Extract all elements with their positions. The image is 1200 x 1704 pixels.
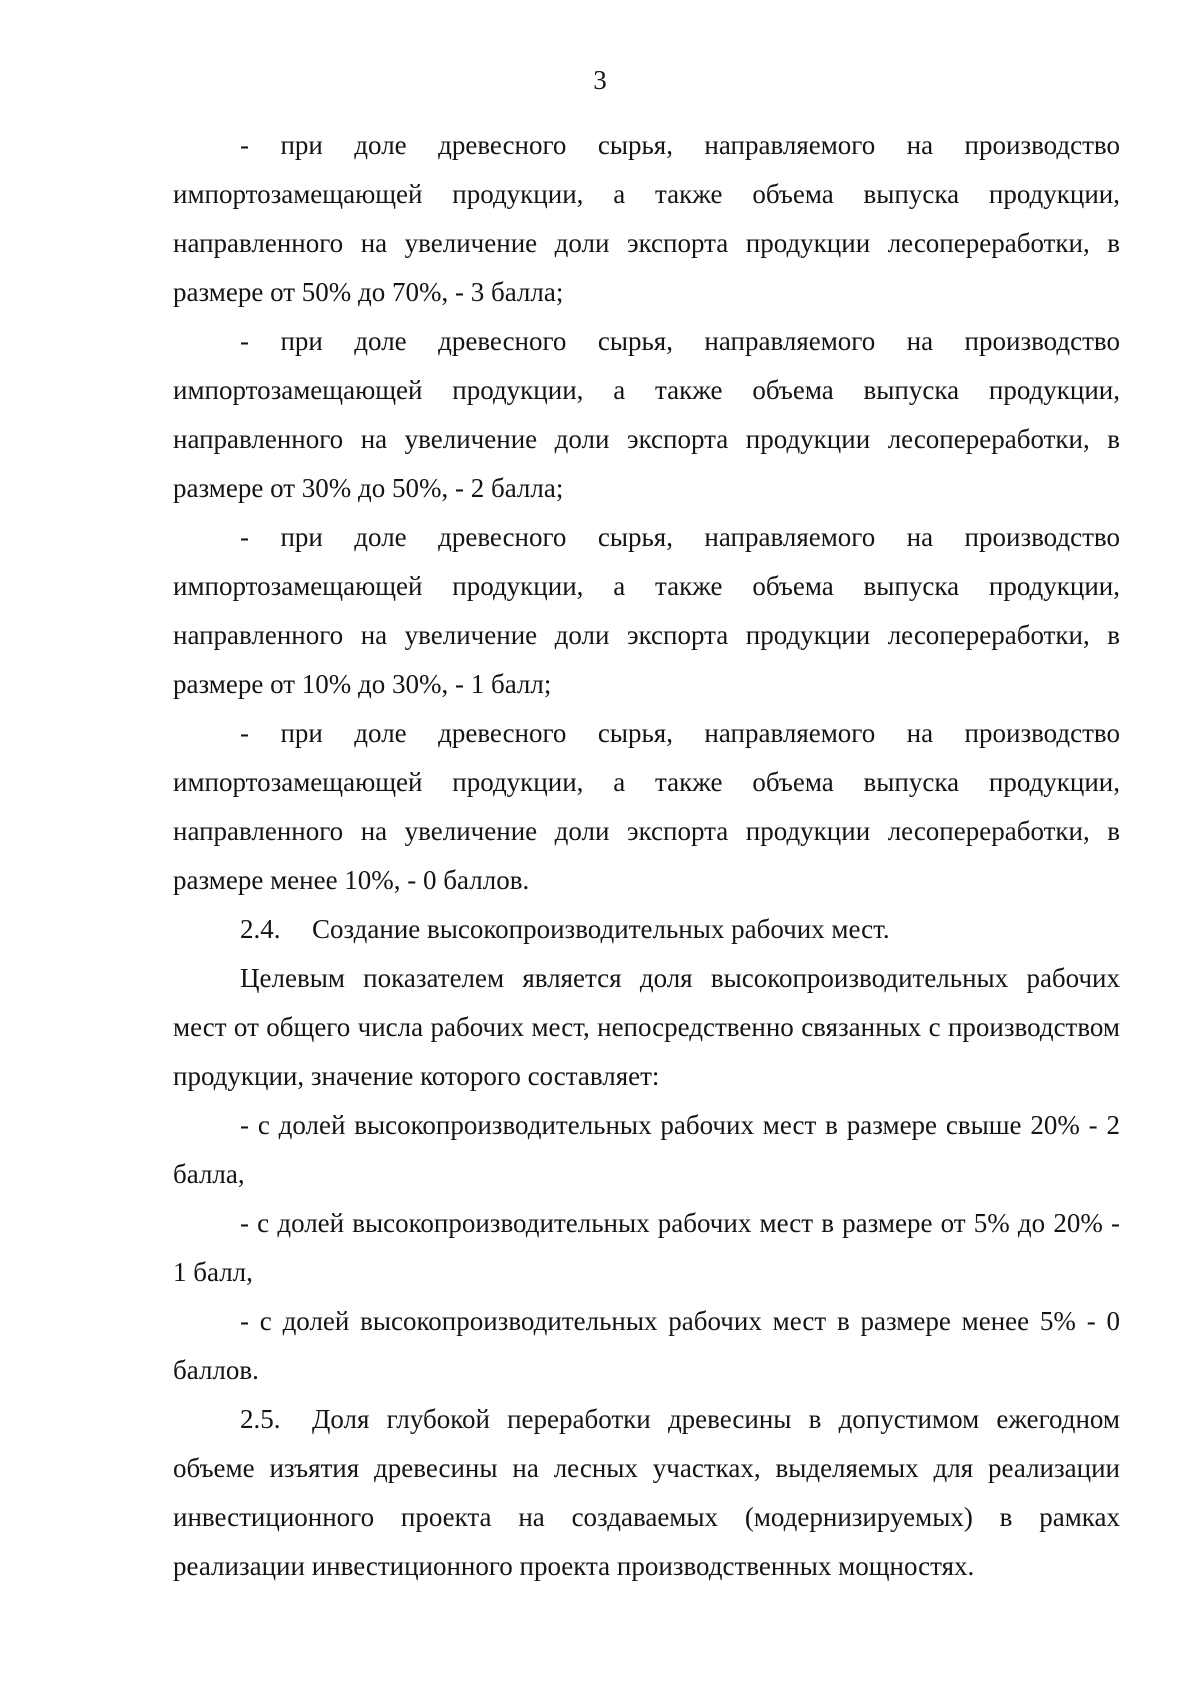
target-indicator-paragraph: Целевым показателем является доля высокопроизводительных рабочих мест от общего числа рабочих мест, непосредственно связанных с производством продукции, значение которого составляет:	[173, 963, 1120, 1091]
criteria-paragraph: - при доле древесного сырья, направляемого на производство импортозамещающей продукции, а также объема выпуска продукции, направленного на увеличение доли экспорта продукции лесопереработки, в размере от 30% до 50%, - 2 балла;	[173, 326, 1120, 503]
section-number: 2.5.	[240, 1404, 281, 1434]
criteria-paragraph: - при доле древесного сырья, направляемого на производство импортозамещающей продукции, а также объема выпуска продукции, направленного на увеличение доли экспорта продукции лесопереработки, в размере от 50% до 70%, - 3 балла;	[173, 130, 1120, 307]
score-item: - с долей высокопроизводительных рабочих мест в размере свыше 20% - 2 балла,	[173, 1110, 1120, 1189]
section-heading-2-4	[173, 905, 1120, 954]
score-item: - с долей высокопроизводительных рабочих мест в размере от 5% до 20% - 1 балл,	[173, 1208, 1120, 1287]
page-number: 3	[593, 65, 607, 95]
section-heading-2-5	[173, 1395, 1120, 1591]
criteria-paragraph: - при доле древесного сырья, направляемого на производство импортозамещающей продукции, а также объема выпуска продукции, направленного на увеличение доли экспорта продукции лесопереработки, в размере менее 10%, - 0 баллов.	[173, 718, 1120, 895]
section-title: Доля глубокой переработки древесины в допустимом ежегодном объеме изъятия древесины на лесных участках, выделяемых для реализации инвестиционного проекта на создаваемых (модернизируемых) в рамках реализации инвестиционного проекта производственных мощностях.	[173, 1404, 1120, 1581]
criteria-paragraph: - при доле древесного сырья, направляемого на производство импортозамещающей продукции, а также объема выпуска продукции, направленного на увеличение доли экспорта продукции лесопереработки, в размере от 10% до 30%, - 1 балл;	[173, 522, 1120, 699]
section-number: 2.4.	[240, 914, 281, 944]
score-item: - с долей высокопроизводительных рабочих мест в размере менее 5% - 0 баллов.	[173, 1306, 1120, 1385]
section-title: Создание высокопроизводительных рабочих мест.	[312, 914, 890, 944]
page-content	[173, 121, 1120, 1591]
